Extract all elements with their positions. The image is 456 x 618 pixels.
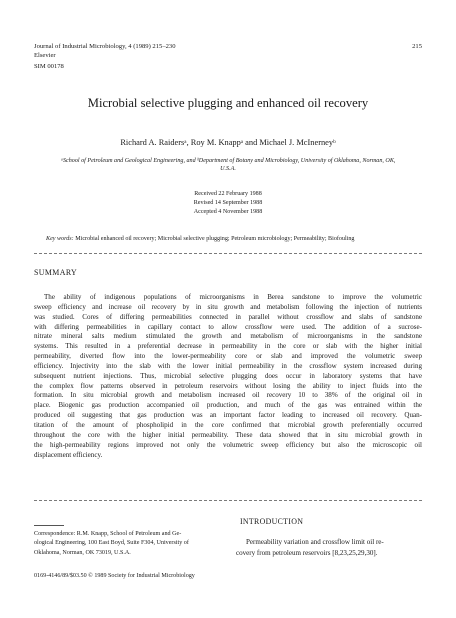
page-number: 215 [412,43,422,50]
footnote-line: Oklahoma, Norman, OK 73019, U.S.A. [34,549,131,556]
publisher: Elsevier [34,51,56,59]
section-divider [34,253,422,254]
sim-id: SIM 00178 [34,63,64,70]
summary-line: displacement efficiency. [34,450,103,459]
date-accepted: Accepted 4 November 1988 [193,209,263,215]
date-revised: Revised 14 September 1988 [193,200,263,206]
summary-line: throughout the core with the higher initial permeability. These data showed that in situ microbial growth in [34,430,422,439]
affiliation-line: ᵃSchool of Petroleum and Geological Engineering, and ᵇDepartment of Botany and Microbiology, University of Oklahoma, Norman, OK, [60,158,396,164]
summary-text [34,293,422,460]
summary-line: the complex flow patterns observed in petroleum reservoirs without losing the ability to inject fluids into the [34,381,422,390]
correspondence-footnote [34,530,216,558]
summary-line: produced oil suggesting that gas production was an important factor leading to increased oil recovery. Quan- [34,411,422,420]
summary-line: nitrate mineral salts medium stimulated the growth and metabolism of microorganisms in the sandstone [34,332,422,341]
summary-line: permeability, diverted flow into the lower-permeability core or slab and improved the volumetric sweep [34,352,422,361]
journal-citation: Journal of Industrial Microbiology, 4 (1989) 215–230 [34,43,176,50]
summary-line: formation. In situ microbial growth and metabolism increased oil recovery 10 to 38% of the original oil in [34,391,422,400]
introduction-line: Permeability variation and crossflow limit oil re- [246,538,384,546]
summary-line: titation of the amount of phospholipid in the core confirmed that microbial growth preferentially occurred [34,420,422,429]
summary-line: efficiency. Injectivity into the slab with the lower initial permeability in the crossflow system increased during [34,361,422,370]
author-affiliations [40,157,416,174]
article-title: Microbial selective plugging and enhanced oil recovery [87,96,369,110]
author-list: Richard A. Raidersᵃ, Roy M. Knappᵃ and Michael J. McInerneyᵇ [120,138,336,147]
footnote-line: Correspondence: R.M. Knapp, School of Petroleum and Ge- [34,531,182,537]
footnote-rule [34,525,64,526]
issn-copyright: 0169-4146/89/$03.50 © 1989 Society for Industrial Microbiology [34,573,195,579]
keywords [46,236,436,242]
affiliation-line: U.S.A. [220,166,236,173]
summary-line: place. Biogenic gas production accompanied oil production, and much of the gas was entrained within the [34,401,422,410]
summary-heading: SUMMARY [34,268,78,277]
introduction-line: covery from petroleum reservoirs [8,23,25,29,30]. [236,549,378,557]
introduction-text [236,537,422,559]
summary-line: was studied. Cores of differing permeabilities connected in parallel without crossflow and slabs of sandstone [34,312,422,321]
summary-line: subsequent nutrient injections. Thus, microbial selective plugging does occur in laboratory systems that have [34,371,422,380]
keywords-label: Key words: [46,236,74,242]
section-divider [34,500,422,501]
summary-line: with differing permeabilities in capillary contact to allow crossflow were used. The addition of a sucrose- [34,322,422,331]
keywords-text: Microbial enhanced oil recovery; Microbial selective plugging; Petroleum microbiology; Permeability; Biofouling [75,236,355,242]
date-received: Received 22 February 1988 [194,191,262,197]
article-dates [0,190,456,217]
summary-line: sweep efficiency and increase oil recovery by in situ growth and metabolism following the injection of nutrients [34,302,422,311]
summary-line: The ability of indigenous populations of microorganisms in Berea sandstone to improve the volumetric [44,293,422,301]
footnote-line: ological Engineering, 100 East Boyd, Suite F304, University of [34,540,189,547]
summary-line: systems. This resulted in a preferential decrease in permeability in the core or slab with the higher initial [34,342,422,351]
introduction-heading: INTRODUCTION [240,517,304,526]
summary-line: the high-permeability regions improved not only the volumetric sweep efficiency but also the microscopic oil [34,440,422,449]
